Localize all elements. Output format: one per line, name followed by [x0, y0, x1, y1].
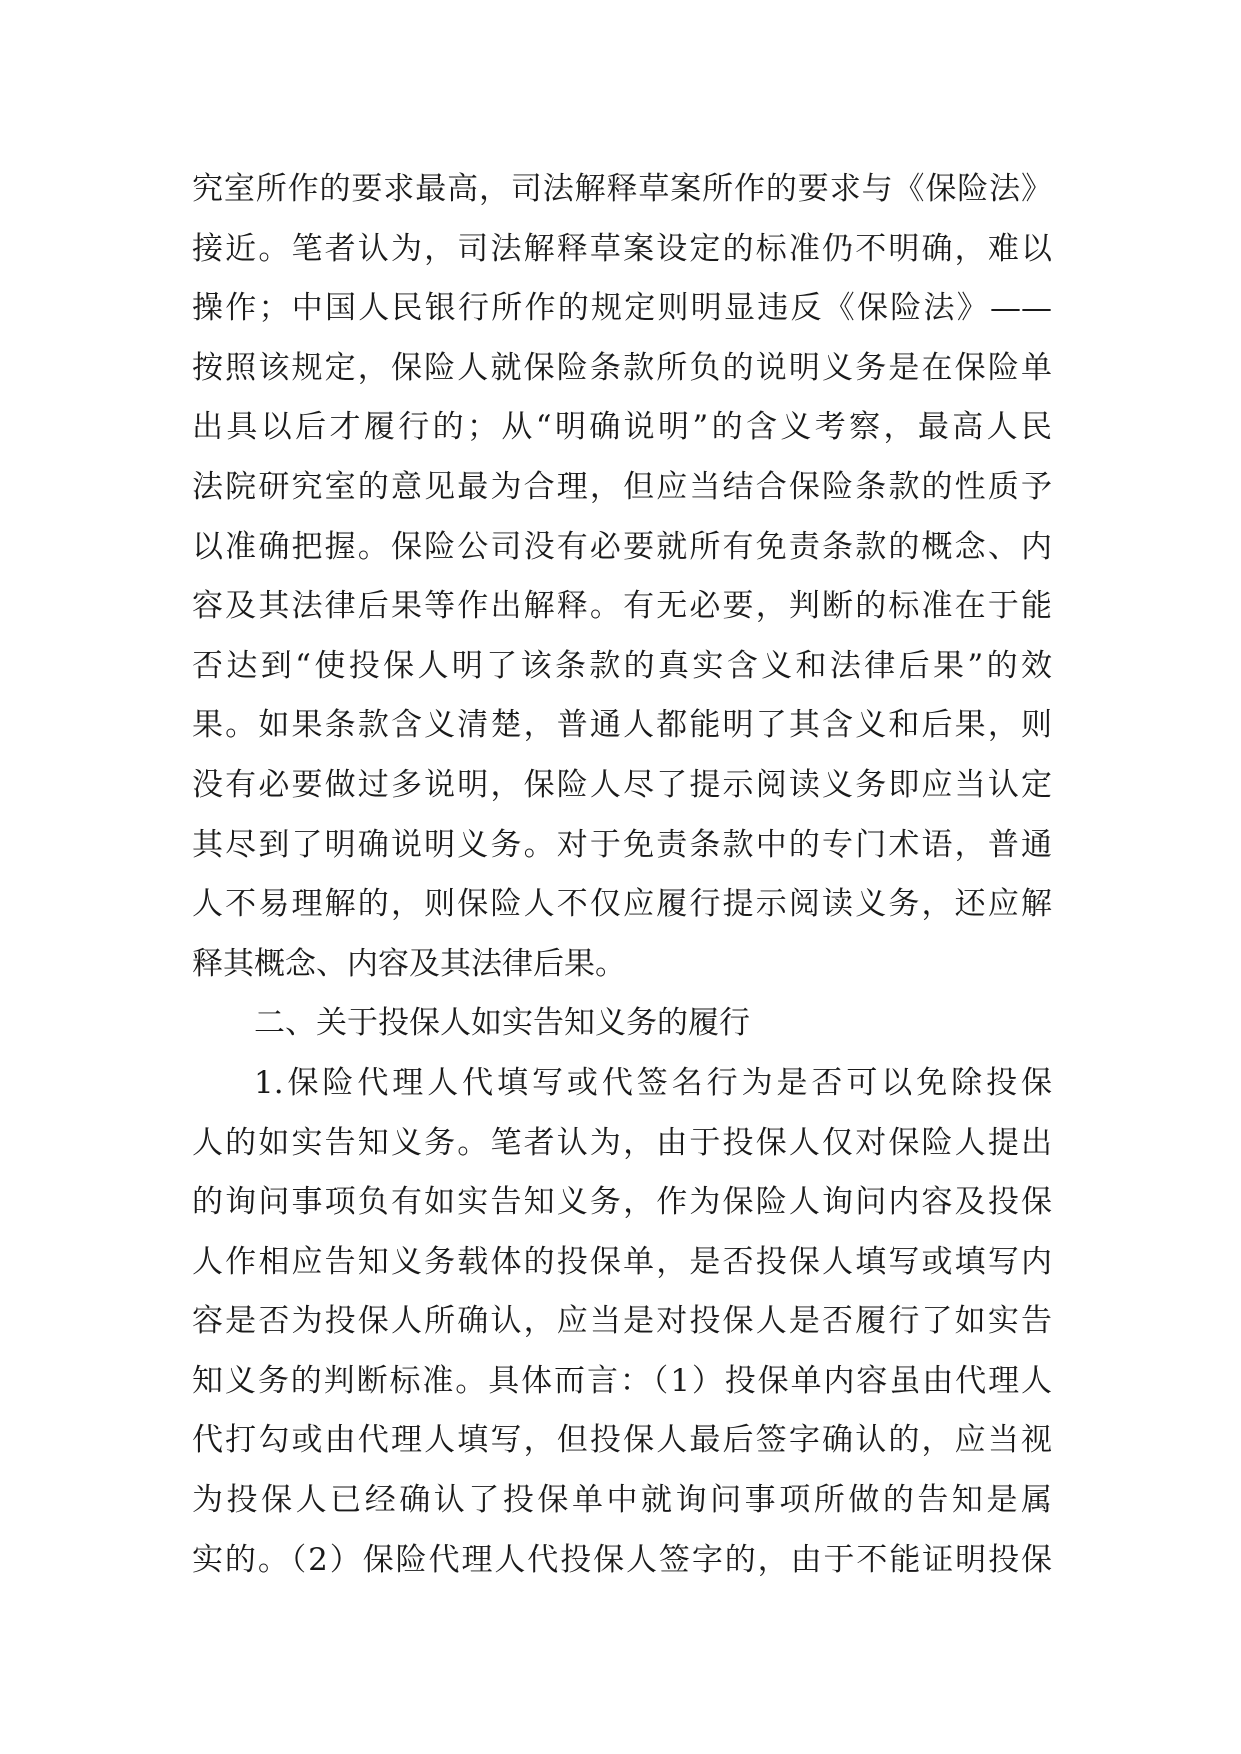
text-line: 人作相应告知义务载体的投保单，是否投保人填写或填写内 — [192, 1243, 1052, 1280]
text-line: 人的如实告知义务。笔者认为，由于投保人仅对保险人提出 — [192, 1124, 1052, 1161]
text-line: 知义务的判断标准。具体而言：（1）投保单内容虽由代理人 — [192, 1362, 1052, 1399]
section-heading: 二、关于投保人如实告知义务的履行 — [254, 1005, 750, 1042]
text-line: 否达到“使投保人明了该条款的真实含义和法律后果”的效 — [192, 647, 1052, 684]
text-line: 容是否为投保人所确认，应当是对投保人是否履行了如实告 — [192, 1303, 1052, 1340]
text-line: 操作；中国人民银行所作的规定则明显违反《保险法》—— — [192, 290, 1052, 327]
text-line: 没有必要做过多说明，保险人尽了提示阅读义务即应当认定 — [192, 766, 1052, 803]
text-line: 的询问事项负有如实告知义务，作为保险人询问内容及投保 — [192, 1184, 1052, 1221]
text-line: 人不易理解的，则保险人不仅应履行提示阅读义务，还应解 — [192, 886, 1052, 923]
text-line: 以准确把握。保险公司没有必要就所有免责条款的概念、内 — [192, 528, 1052, 565]
body-text — [192, 160, 1052, 1590]
text-line: 代打勾或由代理人填写，但投保人最后签字确认的，应当视 — [192, 1422, 1052, 1459]
text-line: 出具以后才履行的；从“明确说明”的含义考察，最高人民 — [192, 409, 1052, 446]
text-line: 为投保人已经确认了投保单中就询问事项所做的告知是属 — [192, 1482, 1052, 1519]
text-line: 1.保险代理人代填写或代签名行为是否可以免除投保 — [254, 1064, 1052, 1101]
text-line: 实的。（2）保险代理人代投保人签字的，由于不能证明投保 — [192, 1541, 1052, 1578]
text-line: 按照该规定，保险人就保险条款所负的说明义务是在保险单 — [192, 349, 1052, 386]
text-line: 法院研究室的意见最为合理，但应当结合保险条款的性质予 — [192, 468, 1052, 505]
text-line: 果。如果条款含义清楚，普通人都能明了其含义和后果，则 — [192, 707, 1052, 744]
text-line: 释其概念、内容及其法律后果。 — [192, 945, 626, 982]
text-line: 接近。笔者认为，司法解释草案设定的标准仍不明确，难以 — [192, 230, 1052, 267]
text-line: 其尽到了明确说明义务。对于免责条款中的专门术语，普通 — [192, 826, 1052, 863]
text-line: 容及其法律后果等作出解释。有无必要，判断的标准在于能 — [192, 588, 1052, 625]
text-line: 究室所作的要求最高，司法解释草案所作的要求与《保险法》 — [192, 171, 1052, 207]
